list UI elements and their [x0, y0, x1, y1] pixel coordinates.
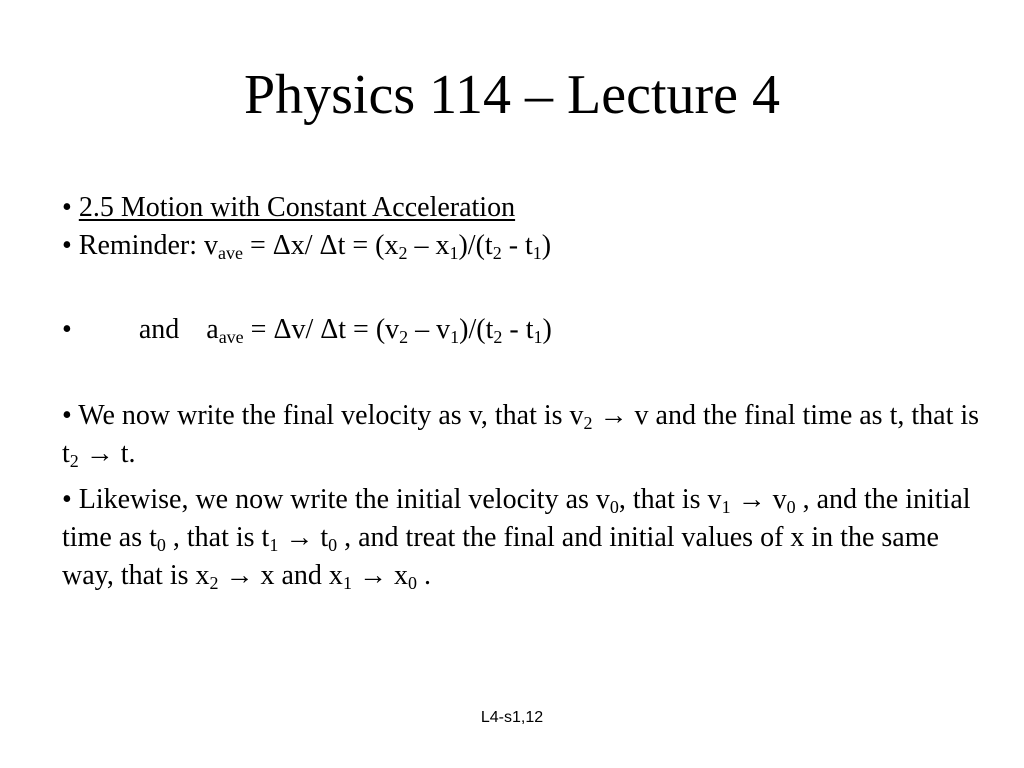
- bullet-marker: •: [62, 314, 72, 345]
- bullet-marker: •: [62, 192, 79, 223]
- subscript: ave: [218, 243, 243, 263]
- text-run: , and treat the final and initial values of x in the same way, that is x: [62, 522, 939, 591]
- text-run: a: [206, 314, 219, 345]
- and-word: and: [138, 314, 180, 345]
- bullet-acceleration-definition: [62, 311, 982, 349]
- text-run: , that is v: [618, 484, 722, 515]
- subscript: 1: [449, 243, 459, 263]
- subscript: 0: [609, 497, 619, 517]
- slide-footer: L4-s1,12: [480, 709, 544, 726]
- text-run: • We now write the final velocity as v, that is v: [62, 400, 584, 431]
- text-run: – v: [408, 314, 451, 345]
- text-run: • Likewise, we now write the initial velocity as v: [62, 484, 610, 515]
- slide-body: [62, 189, 982, 595]
- text-run: .: [416, 560, 431, 591]
- text-run: , and the initial time as t: [62, 484, 971, 553]
- text-run: )/(t: [458, 230, 493, 261]
- bullet-final-velocity: [62, 397, 982, 473]
- text-run: → t: [278, 522, 329, 553]
- text-run: → v and the final time as t, that is t: [62, 400, 980, 469]
- subscript: 1: [533, 327, 543, 347]
- subscript: 0: [786, 497, 796, 517]
- text-run: • Reminder: v: [62, 230, 218, 261]
- subscript: 0: [328, 535, 338, 555]
- subscript: 2: [493, 327, 503, 347]
- text-run: = Δv/ Δt = (v: [243, 314, 400, 345]
- text-run: – x: [407, 230, 450, 261]
- subscript: 0: [156, 535, 166, 555]
- text-run: → t.: [78, 438, 136, 469]
- subscript: 2: [399, 327, 409, 347]
- bullet-initial-values: [62, 481, 982, 595]
- text-run: → x: [351, 560, 408, 591]
- section-heading-text: 2.5 Motion with Constant Acceleration: [78, 192, 516, 223]
- bullet-section-heading: [62, 189, 982, 227]
- subscript: 1: [269, 535, 279, 555]
- text-run: - t: [502, 314, 534, 345]
- text-run: ): [542, 314, 552, 345]
- text-run: )/(t: [459, 314, 494, 345]
- subscript: 2: [209, 573, 219, 593]
- text-run: - t: [501, 230, 533, 261]
- subscript: 0: [407, 573, 417, 593]
- slide-title: Physics 114 – Lecture 4: [243, 64, 781, 126]
- subscript: 1: [450, 327, 460, 347]
- subscript: 2: [583, 413, 593, 433]
- text-run: → v: [730, 484, 787, 515]
- subscript: ave: [218, 327, 244, 347]
- subscript: 1: [342, 573, 352, 593]
- subscript: 1: [721, 497, 731, 517]
- text-run: , that is t: [165, 522, 270, 553]
- subscript: 2: [69, 451, 79, 471]
- subscript: 2: [492, 243, 502, 263]
- text-run: = Δx/ Δt = (x: [242, 230, 399, 261]
- text-run: → x and x: [218, 560, 343, 591]
- bullet-velocity-reminder: [62, 227, 982, 265]
- text-run: ): [541, 230, 552, 261]
- subscript: 2: [398, 243, 408, 263]
- subscript: 1: [532, 243, 542, 263]
